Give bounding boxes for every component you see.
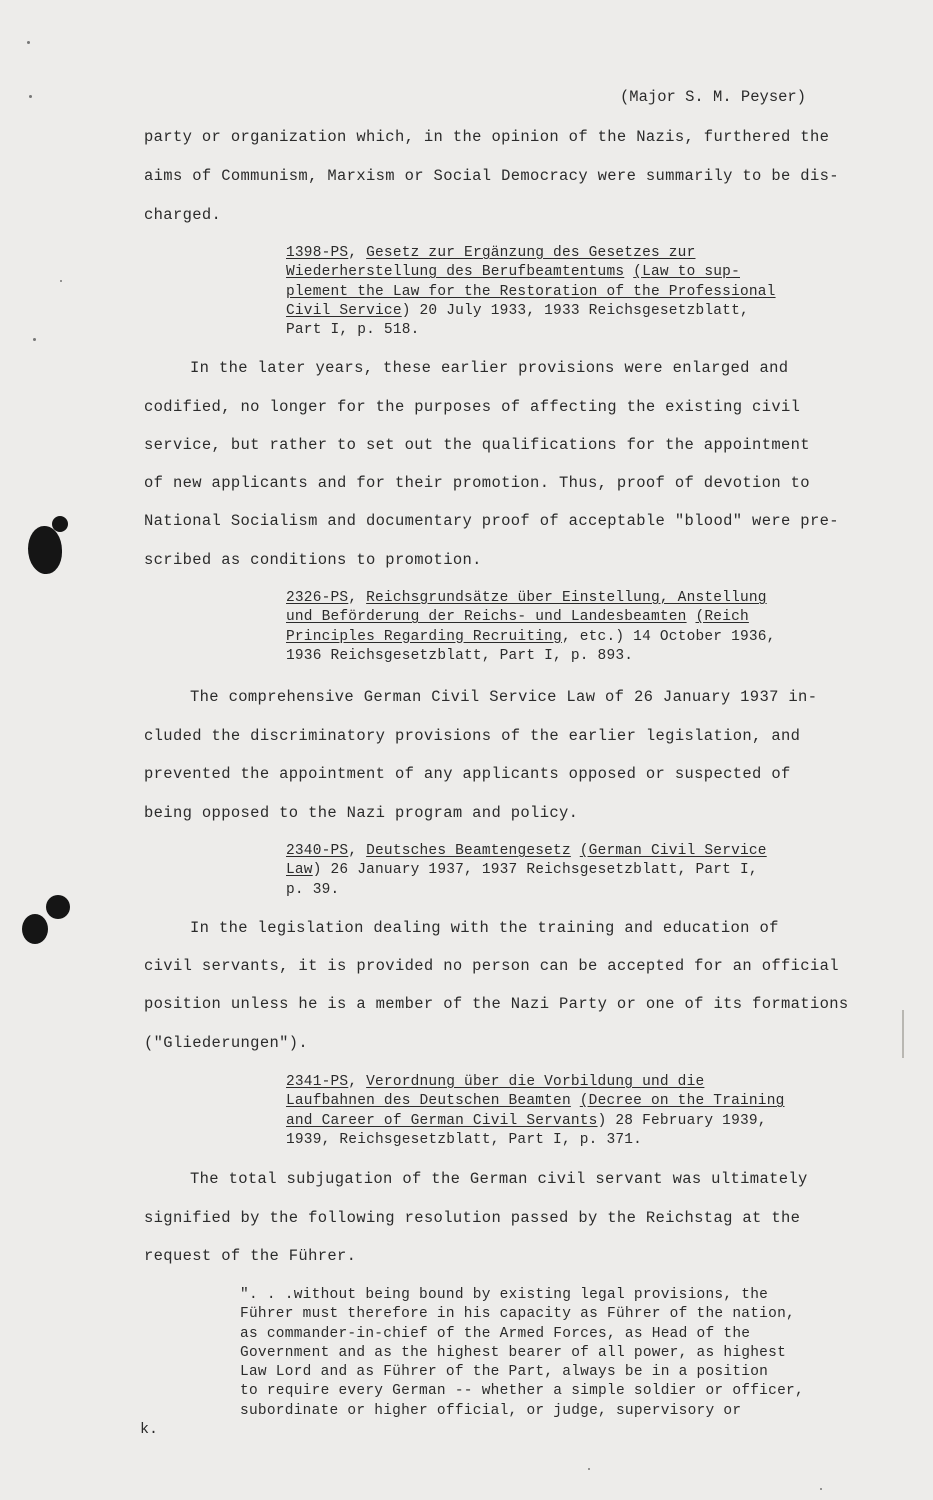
german-title: Laufbahnen des Deutschen Beamten [286, 1093, 571, 1110]
english-title: plement the Law for the Restoration of the Professional [286, 283, 776, 300]
citation-source: Part I, p. 518. [286, 322, 420, 339]
scan-speck [60, 280, 62, 282]
scan-speck [33, 338, 36, 341]
german-title: Reichsgrundsätze über Einstellung, Anstellung [366, 590, 767, 606]
german-title: Verordnung über die Vorbildung und die [366, 1074, 705, 1090]
german-title: Gesetz zur Ergänzung des Gesetzes zur [366, 245, 696, 261]
author-reference: (Major S. M. Peyser) [620, 88, 807, 106]
page-footer-mark: k. [140, 1421, 159, 1438]
citation-source: 1939, Reichsgesetzblatt, Part I, p. 371. [286, 1131, 643, 1148]
punch-hole-blot [22, 914, 48, 944]
body-line: The total subjugation of the German civil servant was ultimately [190, 1170, 808, 1188]
scan-speck [29, 95, 32, 98]
body-line: position unless he is a member of the Nazi Party or one of its formations [144, 995, 849, 1013]
body-line: party or organization which, in the opinion of the Nazis, furthered the [144, 128, 830, 146]
body-line: scribed as conditions to promotion. [144, 551, 482, 569]
document-number: 2341-PS [286, 1074, 349, 1090]
english-title: and Career of German Civil Servants [286, 1112, 598, 1129]
quote-line: to require every German -- whether a simple soldier or officer, [240, 1383, 804, 1400]
english-title: Principles Regarding Recruiting [286, 628, 562, 645]
reichstag-resolution-quote [240, 1286, 804, 1421]
quote-line: ". . .without being bound by existing legal provisions, the [240, 1287, 769, 1303]
citation-source: p. 39. [286, 881, 340, 898]
citation-1398-ps: 1398-PS, Gesetz zur Ergänzung des Gesetzes zur Wiederherstellung des Berufbeamtentums (Law to sup- plement the Law for the Restoration of the Professional Civil Service) 20 July 1933, 1933 Reichsgesetzblatt, Part I, p. 518. [286, 244, 776, 340]
english-title: (Law to sup- [633, 264, 740, 281]
quote-line: Law Lord and as Führer of the Part, always be in a position [240, 1364, 769, 1381]
scan-edge-mark [902, 1010, 904, 1058]
english-title: Law [286, 862, 313, 879]
body-line: National Socialism and documentary proof of acceptable "blood" were pre- [144, 512, 839, 530]
english-title: (Reich [695, 609, 749, 626]
citation-2340-ps: 2340-PS, Deutsches Beamtengesetz (German Civil Service Law) 26 January 1937, 1937 Reichsgesetzblatt, Part I, p. 39. [286, 842, 767, 900]
quote-line: as commander-in-chief of the Armed Forces, as Head of the [240, 1325, 751, 1342]
body-line: civil servants, it is provided no person can be accepted for an official [144, 957, 839, 975]
body-line: In the legislation dealing with the training and education of [190, 919, 779, 937]
punch-hole-blot [52, 516, 68, 532]
body-line: cluded the discriminatory provisions of the earlier legislation, and [144, 727, 801, 745]
german-title: und Beförderung der Reichs- und Landesbeamten [286, 609, 687, 626]
citation-2341-ps: 2341-PS, Verordnung über die Vorbildung und die Laufbahnen des Deutschen Beamten (Decree on the Training and Career of German Civil Servants) 28 February 1939, 1939, Reichsgesetzblatt, Part I, p. 371. [286, 1073, 785, 1150]
german-title: Wiederherstellung des Berufbeamtentums [286, 264, 625, 281]
body-line: ("Gliederungen"). [144, 1034, 309, 1052]
body-line: The comprehensive German Civil Service Law of 26 January 1937 in- [190, 688, 818, 706]
english-title: (Decree on the Training [579, 1093, 785, 1110]
quote-line: Government and as the highest bearer of all power, as highest [240, 1344, 787, 1361]
body-line: request of the Führer. [144, 1247, 357, 1265]
body-line: In the later years, these earlier provisions were enlarged and [190, 359, 789, 377]
quote-line: Führer must therefore in his capacity as Führer of the nation, [240, 1306, 795, 1323]
document-number: 1398-PS [286, 245, 349, 261]
quote-line: subordinate or higher official, or judge, supervisory or [240, 1402, 742, 1419]
citation-2326-ps: 2326-PS, Reichsgrundsätze über Einstellung, Anstellung und Beförderung der Reichs- und Landesbeamten (Reich Principles Regarding Recruiting, etc.) 14 October 1936, 1936 Reichsgesetzblatt, Part I, p. 893. [286, 589, 776, 666]
body-line: aims of Communism, Marxism or Social Democracy were summarily to be dis- [144, 167, 839, 185]
document-number: 2326-PS [286, 590, 349, 606]
document-number: 2340-PS [286, 843, 349, 859]
scan-speck [820, 1488, 822, 1490]
punch-hole-blot [46, 895, 70, 919]
body-line: signified by the following resolution passed by the Reichstag at the [144, 1209, 801, 1227]
body-line: prevented the appointment of any applicants opposed or suspected of [144, 765, 791, 783]
english-title: (German Civil Service [579, 843, 767, 859]
german-title: Deutsches Beamtengesetz [366, 843, 571, 859]
scan-speck [27, 41, 30, 44]
english-title: Civil Service [286, 302, 402, 319]
body-line: being opposed to the Nazi program and policy. [144, 804, 579, 822]
citation-source: 1936 Reichsgesetzblatt, Part I, p. 893. [286, 647, 634, 664]
body-line: codified, no longer for the purposes of affecting the existing civil [144, 398, 801, 416]
body-line: of new applicants and for their promotion. Thus, proof of devotion to [144, 474, 810, 492]
body-line: charged. [144, 206, 222, 224]
body-line: service, but rather to set out the qualifications for the appointment [144, 436, 810, 454]
punch-hole-blot [28, 526, 62, 574]
scan-speck [588, 1468, 590, 1470]
